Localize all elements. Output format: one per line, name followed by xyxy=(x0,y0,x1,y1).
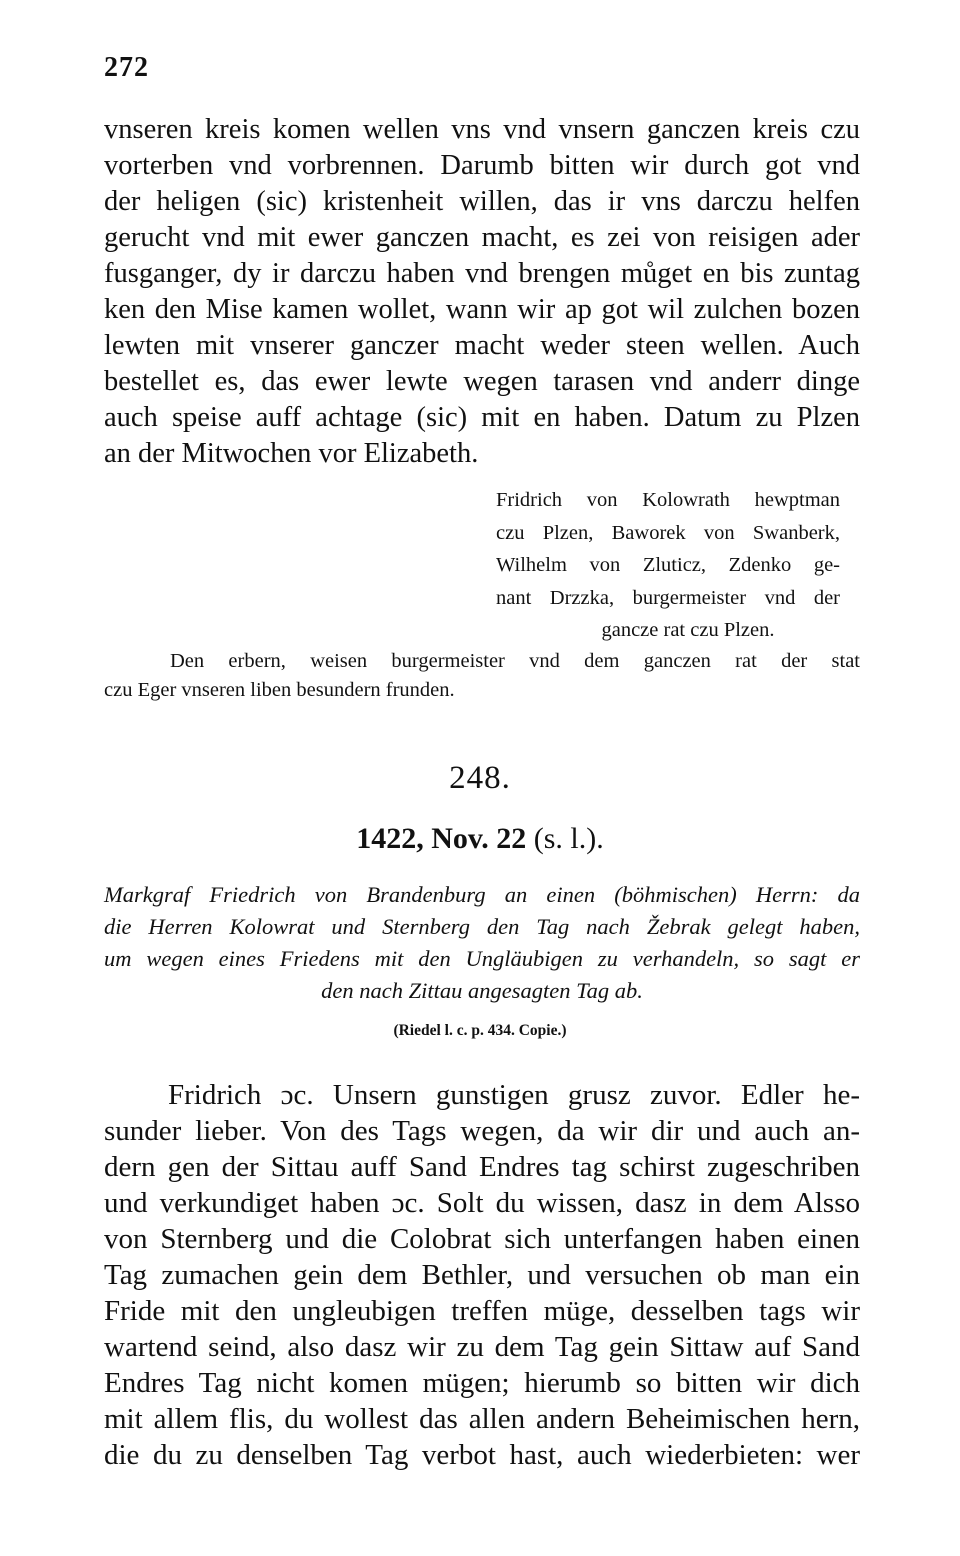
letter-line: fusganger, dy ir darczu haben vnd brengen můget en bis zuntag xyxy=(104,258,860,289)
letter-text xyxy=(104,112,860,472)
body-line: Fridrich ɔc. Unsern gunstigen grusz zuvor. Edler he- xyxy=(168,1079,860,1111)
body-line: Fride mit den ungleubigen treffen müge, desselben tags wir xyxy=(104,1295,860,1327)
summary-line: die Herren Kolowrat und Sternberg den Tag nach Žebrak gelegt haben, xyxy=(104,914,860,939)
letter-line: an der Mitwochen vor Elizabeth. xyxy=(104,438,479,469)
body-line: mit allem flis, du wollest das allen andern Beheimischen hern, xyxy=(104,1403,860,1435)
summary-line: Markgraf Friedrich von Brandenburg an einen (böhmischen) Herrn: da xyxy=(104,882,860,907)
body-line: dern gen der Sittau auff Sand Endres tag schirst zugeschriben xyxy=(104,1151,860,1183)
signature-line: nant Drzzka, burgermeister vnd der xyxy=(496,586,840,609)
letter-line: bestellet es, das ewer lewte wegen tarasen vnd anderr dinge xyxy=(104,366,860,397)
summary-line: den nach Zittau angesagten Tag ab. xyxy=(321,978,643,1003)
signature-line: gancze rat czu Plzen. xyxy=(601,619,775,641)
address-block xyxy=(104,647,860,705)
body-line: von Sternberg und die Colobrat sich unterfangen haben einen xyxy=(104,1223,860,1255)
document-date xyxy=(0,822,960,856)
address-line: czu Eger vnseren liben besundern frunden. xyxy=(104,679,455,701)
body-line: Tag zumachen gein dem Bethler, und versuchen ob man ein xyxy=(104,1259,860,1291)
body-line: wartend seind, also dasz wir zu dem Tag gein Sittaw auf Sand xyxy=(104,1331,860,1363)
summary-line: um wegen eines Friedens mit den Ungläubigen zu verhandeln, so sagt er xyxy=(104,946,860,971)
body-line: Endres Tag nicht komen mügen; hierumb so bitten wir dich xyxy=(104,1367,860,1399)
signature-block xyxy=(496,484,840,647)
letter-line: der heligen (sic) kristenheit willen, das ir vns darczu helfen xyxy=(104,186,860,217)
body-line: sunder lieber. Von des Tags wegen, da wir dir und auch an- xyxy=(104,1115,860,1147)
signature-line: Fridrich von Kolowrath hewptman xyxy=(496,489,840,511)
date-place: (s. l.). xyxy=(533,822,604,855)
source-note: (Riedel l. c. p. 434. Copie.) xyxy=(393,1022,567,1039)
letter-line: vnseren kreis komen wellen vns vnd vnsern ganczen kreis czu xyxy=(104,114,860,145)
body-text xyxy=(104,1077,860,1473)
letter-line: auch speise auff achtage (sic) mit en haben. Datum zu Plzen xyxy=(104,402,860,433)
document-summary xyxy=(104,879,860,1007)
body-line: die du zu denselben Tag verbot hast, auch wiederbieten: wer xyxy=(104,1439,860,1471)
signature-line: czu Plzen, Baworek von Swanberk, xyxy=(496,521,840,544)
page-number: 272 xyxy=(104,52,149,83)
body-line: und verkundiget haben ɔc. Solt du wissen, dasz in dem Alsso xyxy=(104,1187,860,1219)
date-main: 1422, Nov. 22 xyxy=(356,822,527,855)
letter-line: lewten mit vnserer ganczer macht weder steen wellen. Auch xyxy=(104,330,860,361)
letter-line: ken den Mise kamen wollet, wann wir ap got wil zulchen bozen xyxy=(104,294,860,325)
letter-line: vorterben vnd vorbrennen. Darumb bitten wir durch got vnd xyxy=(104,150,860,181)
letter-line: gerucht vnd mit ewer ganczen macht, es zei von reisigen ader xyxy=(104,222,860,253)
signature-line: Wilhelm von Zluticz, Zdenko ge- xyxy=(496,554,840,576)
address-line: Den erbern, weisen burgermeister vnd dem ganczen rat der stat xyxy=(170,650,860,672)
document-number: 248. xyxy=(449,760,511,796)
